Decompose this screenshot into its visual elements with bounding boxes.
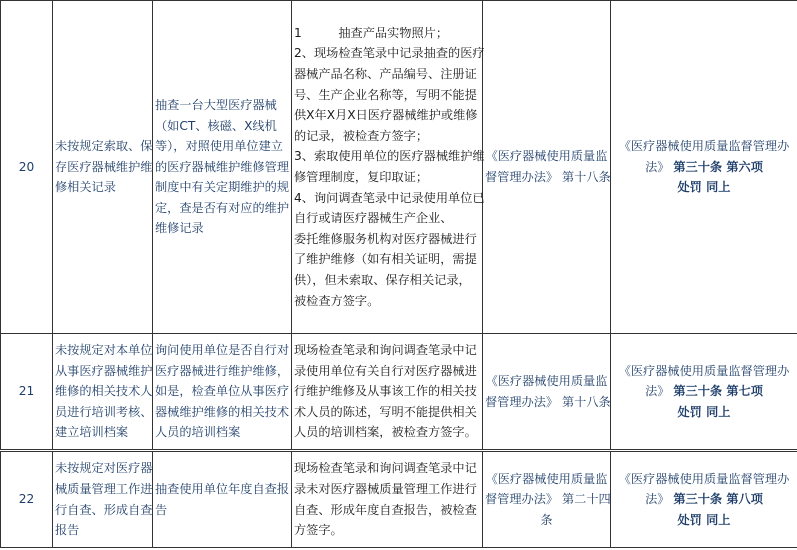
evidence-line: 的记录，被检查方签字； (294, 128, 429, 143)
method-line: 抽查一台大型医疗器械 (155, 97, 277, 112)
law-line: 《医疗器械使用质量监 (485, 471, 608, 486)
table-row (1, 451, 797, 548)
inspection-method-cell (153, 451, 292, 548)
issue-line: 未按规定对本单位 (55, 343, 153, 358)
table-row (1, 334, 797, 451)
law-line: 督管理办法》 第十八条 (485, 170, 611, 184)
evidence-line: 器械产品名称、产品编号、注册证 (294, 67, 477, 82)
row-number: 20 (1, 1, 53, 334)
evidence-cell (292, 451, 483, 548)
law-line: 督管理办法》 第十八条 (485, 394, 611, 409)
issue-line: 未按规定索取、保 (55, 139, 153, 154)
evidence-line: 行维护维修及从事该工作的相关技 (294, 384, 477, 399)
evidence-cell (292, 334, 483, 451)
issue-line: 报告 (55, 523, 80, 538)
law-line: 督管理办法》 第二十四 (485, 492, 611, 507)
evidence-line: 4、询问调查笔录中记录使用单位已 (294, 190, 485, 205)
row-number: 22 (1, 451, 53, 548)
legal-basis-cell (483, 451, 611, 548)
penalty-law-suffix: 法》 (645, 492, 674, 507)
penalty-law-title: 《医疗器械使用质量监督管理办 (618, 471, 790, 486)
evidence-line: 术人员的陈述，写明不能提供相关 (294, 404, 477, 419)
penalty-law-suffix: 法》 (645, 384, 674, 399)
penalty-note: 处罚 同上 (677, 512, 731, 527)
evidence-line: 人员的培训档案，被检查方签字。 (294, 425, 477, 440)
evidence-line: 方签字。 (294, 523, 343, 538)
penalty-law-suffix: 法》 (645, 159, 674, 174)
evidence-line: 供X年X月X日医疗器械维护或维修 (294, 108, 478, 123)
evidence-line: 自行或请医疗器械生产企业、 (294, 211, 453, 226)
method-line: 器械维护维修的相关技术 (155, 404, 290, 419)
penalty-article: 第三十条 第七项 (673, 384, 763, 399)
evidence-line: 现场检查笔录和询问调查笔录中记 (294, 461, 477, 476)
method-line: 维修记录 (155, 221, 204, 236)
penalty-basis-cell (611, 1, 797, 334)
evidence-line: 号、生产企业名称等，写明不能提 (294, 87, 477, 102)
method-line: 等），对照使用单位建立 (155, 139, 283, 154)
issue-line: 从事医疗器械维护 (55, 363, 153, 378)
evidence-line: 录未对医疗器械质量管理工作进行 (294, 481, 477, 496)
penalty-law-title: 《医疗器械使用质量监督管理办 (618, 363, 790, 378)
penalty-law-title: 《医疗器械使用质量监督管理办 (618, 139, 790, 154)
issue-line: 维修的相关技术人 (55, 384, 153, 399)
penalty-article: 第三十条 第八项 (673, 492, 763, 507)
violation-cell (53, 1, 153, 334)
evidence-line: 供），但未索取、保存相关记录， (294, 272, 471, 287)
evidence-line: 自查、形成年度自查报告，被检查 (294, 502, 477, 517)
issue-line: 未按规定对医疗器 (55, 461, 153, 476)
evidence-line: 了维护维修（如有相关证明，需提 (294, 252, 477, 267)
method-line: 定，查是否有对应的维护 (155, 200, 290, 215)
penalty-note: 处罚 同上 (677, 180, 731, 195)
issue-line: 建立培训档案 (55, 425, 129, 440)
law-line: 《医疗器械使用质量监 (485, 149, 608, 164)
penalty-article-line (613, 157, 795, 178)
penalty-article: 第三十条 第六项 (673, 159, 763, 174)
evidence-line: 录使用单位有关自行对医疗器械进 (294, 363, 477, 378)
law-line: 条 (540, 512, 553, 527)
inspection-method-cell (153, 334, 292, 451)
legal-basis-cell (483, 1, 611, 334)
violation-cell (53, 334, 153, 451)
issue-line: 存医疗器械维护维 (55, 159, 153, 174)
evidence-line: 现场检查笔录和询问调查笔录中记 (294, 343, 477, 358)
evidence-line: 修管理制度，复印取证； (294, 170, 429, 184)
method-line: （如CT、核磁、X线机 (155, 118, 277, 133)
method-line: 人员的培训档案 (155, 425, 241, 440)
legal-basis-cell (483, 334, 611, 451)
method-line: 抽查使用单位年度自查报 (155, 481, 290, 496)
penalty-basis-cell (611, 451, 797, 548)
law-line: 《医疗器械使用质量监 (485, 373, 608, 388)
method-line: 询问使用单位是否自行对 (155, 343, 290, 358)
issue-line: 员进行培训考核、 (55, 404, 153, 419)
penalty-note: 处罚 同上 (677, 404, 731, 419)
penalty-article-line (613, 489, 795, 510)
evidence-line: 2、现场检查笔录中记录抽查的医疗 (294, 46, 485, 61)
evidence-line: 1 抽查产品实物照片； (294, 25, 449, 40)
issue-line: 修相关记录 (55, 180, 116, 195)
violation-cell (53, 451, 153, 548)
issue-line: 械质量管理工作进 (55, 481, 153, 496)
evidence-line: 3、索取使用单位的医疗器械维护维 (294, 149, 485, 164)
method-line: 的医疗器械维护维修管理 (155, 159, 290, 174)
table-row (1, 1, 797, 334)
evidence-line: 被检查方签字。 (294, 293, 380, 308)
evidence-cell (292, 1, 483, 334)
method-line: 如是，检查单位从事医疗 (155, 384, 290, 399)
evidence-line: 委托维修服务机构对医疗器械进行 (294, 231, 477, 246)
penalty-basis-cell (611, 334, 797, 451)
penalty-article-line (613, 381, 795, 402)
method-line: 制度中有关定期维护的规 (155, 180, 290, 195)
row-number: 21 (1, 334, 53, 451)
inspection-method-cell (153, 1, 292, 334)
method-line: 医疗器械进行维护维修， (155, 363, 290, 378)
method-line: 告 (155, 502, 168, 517)
issue-line: 行自查、形成自查 (55, 502, 153, 517)
